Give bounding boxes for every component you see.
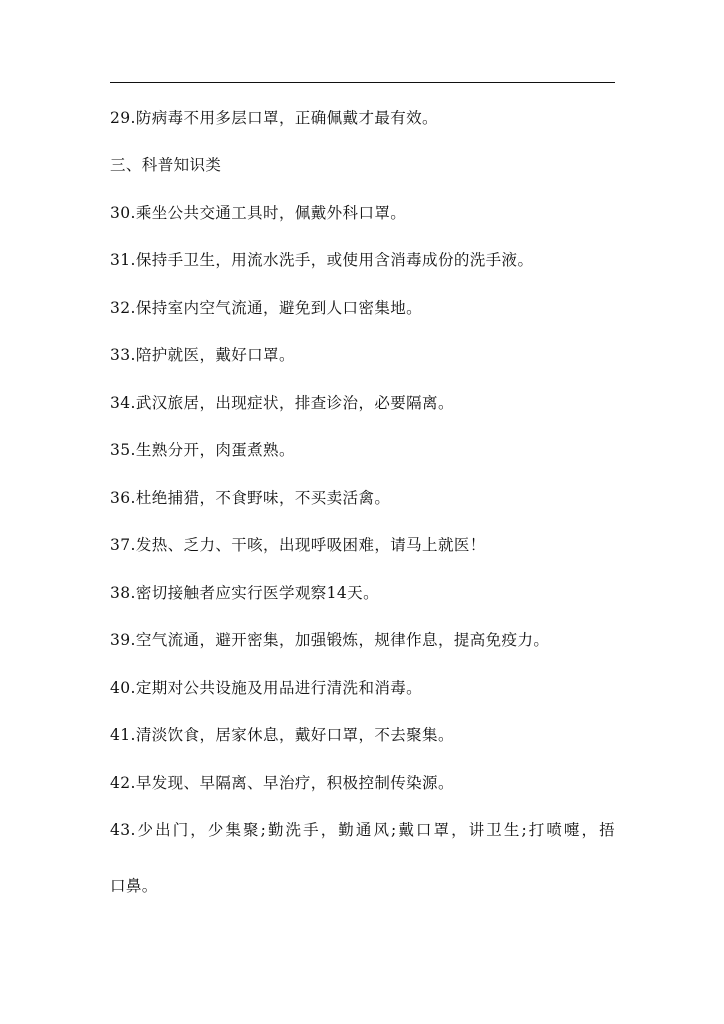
item-39: 39.空气流通，避开密集，加强锻炼，规律作息，提高免疫力。 [110,631,550,649]
item-36: 36.杜绝捕猎，不食野味，不买卖活禽。 [110,489,391,507]
item-34: 34.武汉旅居，出现症状，排查诊治，必要隔离。 [110,394,454,412]
item-32: 32.保持室内空气流通，避免到人口密集地。 [110,299,423,317]
section-heading: 三、科普知识类 [110,156,222,174]
item-29: 29.防病毒不用多层口罩，正确佩戴才最有效。 [110,109,438,127]
item-42: 42.早发现、早隔离、早治疗，积极控制传染源。 [110,774,454,792]
item-33: 33.陪护就医，戴好口罩。 [110,346,295,364]
item-38: 38.密切接触者应实行医学观察14天。 [110,584,379,602]
item-37: 37.发热、乏力、干咳，出现呼吸困难，请马上就医！ [110,536,486,554]
header-rule [110,82,615,83]
item-30: 30.乘坐公共交通工具时，佩戴外科口罩。 [110,204,407,222]
item-35: 35.生熟分开，肉蛋煮熟。 [110,441,295,459]
item-40: 40.定期对公共设施及用品进行清洗和消毒。 [110,679,423,697]
item-41: 41.清淡饮食，居家休息，戴好口罩，不去聚集。 [110,726,454,744]
item-43-continued: 口鼻。 [110,877,158,895]
item-43: 43.少出门，少集聚;勤洗手，勤通风;戴口罩，讲卫生;打喷嚏，捂 [110,821,615,839]
item-31: 31.保持手卫生，用流水洗手，或使用含消毒成份的洗手液。 [110,251,534,269]
